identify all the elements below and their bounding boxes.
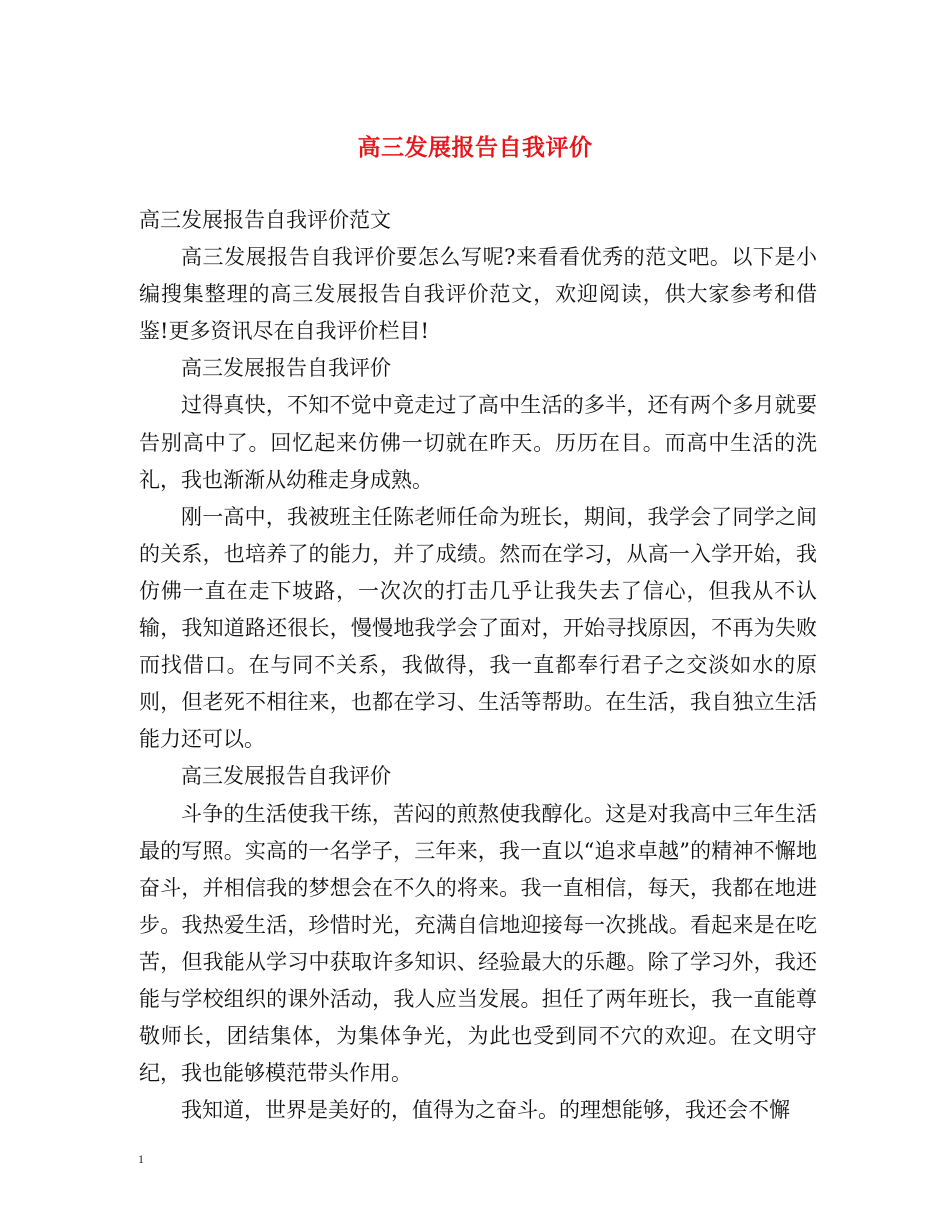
document-body — [139, 202, 817, 1129]
page-number: 1 — [138, 1152, 144, 1166]
document-title: 高三发展报告自我评价 — [357, 134, 593, 161]
body-paragraph: 过得真快，不知不觉中竟走过了高中生活的多半，还有两个多月就要告别高中了。回忆起来仿佛一切就在昨天。历历在目。而高中生活的洗礼，我也渐渐从幼稚走身成熟。 — [139, 393, 817, 492]
section-heading: 高三发展报告自我评价 — [181, 356, 391, 381]
body-paragraph: 斗争的生活使我干练，苦闷的煎熬使我醇化。这是对我高中三年生活最的写照。实高的一名学子，三年来，我一直以“追求卓越”的精神不懈地奋斗，并相信我的梦想会在不久的将来。我一直相信，每天，我都在地进步。我热爱生活，珍惜时光，充满自信地迎接每一次挑战。看起来是在吃苦，但我能从学习中获取许多知识、经验最大的乐趣。除了学习外，我还能与学校组织的课外活动，我人应当发展。担任了两年班长，我一直能尊敬师长，团结集体，为集体争光，为此也受到同不穴的欢迎。在文明守纪，我也能够模范带头作用。 — [139, 801, 817, 1086]
section-heading: 高三发展报告自我评价 — [181, 764, 391, 789]
intro-paragraph: 高三发展报告自我评价要怎么写呢?来看看优秀的范文吧。以下是小编搜集整理的高三发展报告自我评价范文，欢迎阅读，供大家参考和借鉴!更多资讯尽在自我评价栏目! — [139, 245, 817, 344]
body-paragraph: 我知道，世界是美好的，值得为之奋斗。的理想能够，我还会不懈 — [181, 1098, 790, 1123]
subtitle-line: 高三发展报告自我评价范文 — [139, 208, 391, 232]
body-paragraph: 刚一高中，我被班主任陈老师任命为班长，期间，我学会了同学之间的关系，也培养了的能力，并了成绩。然而在学习，从高一入学开始，我仿佛一直在走下坡路，一次次的打击几乎让我失去了信心，但我从不认输，我知道路还很长，慢慢地我学会了面对，开始寻找原因，不再为失败而找借口。在与同不关系，我做得，我一直都奉行君子之交淡如水的原则，但老死不相往来，也都在学习、生活等帮助。在生活，我自独立生活能力还可以。 — [139, 504, 817, 752]
